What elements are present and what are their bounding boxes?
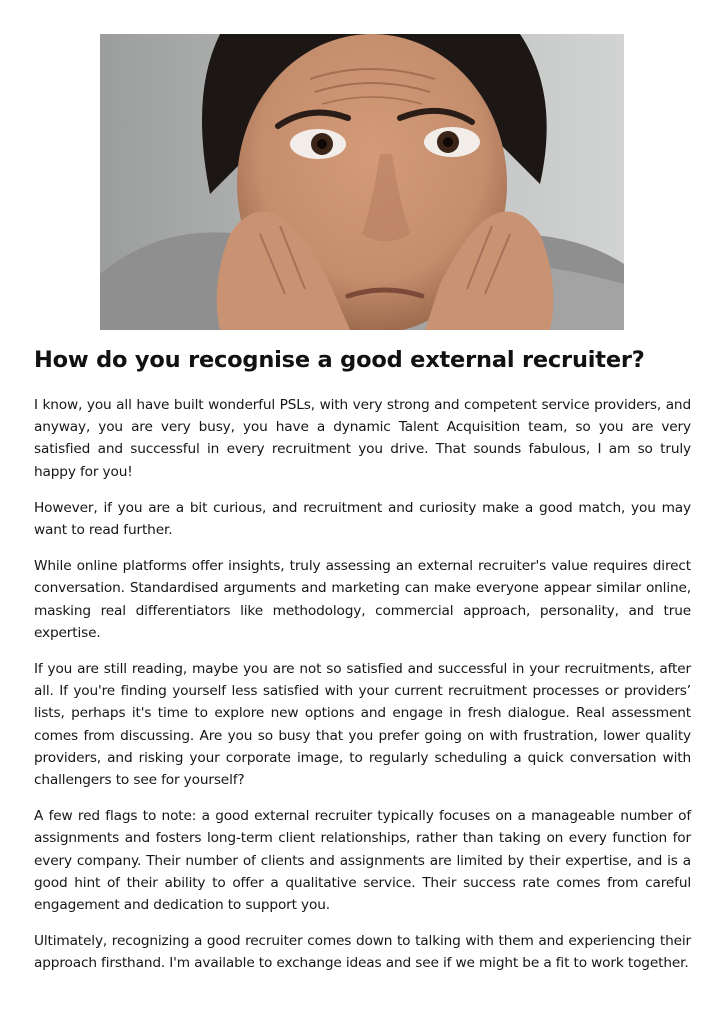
worried-woman-illustration	[100, 34, 624, 330]
article-paragraph-4: If you are still reading, maybe you are not so satisfied and successful in your recruitments, after all. If you're finding yourself less satisfied with your current recruitment processes or providers’ lists, perhaps it's time to explore new options and engage in fresh dialogue. Real assessment comes from discussing. Are you so busy that you prefer going on with frustration, lower quality providers, and risking your corporate image, to regularly scheduling a quick conversation with challengers to see for yourself?	[34, 661, 691, 789]
article-paragraph-5: A few red flags to note: a good external recruiter typically focuses on a manageable number of assignments and fosters long-term client relationships, rather than taking on every function for every company. Their number of clients and assignments are limited by their expertise, and is a good hint of their ability to offer a qualitative service. Their success rate comes from careful engagement and dedication to support you.	[34, 808, 691, 914]
article-paragraph-1: I know, you all have built wonderful PSLs, with very strong and competent service providers, and anyway, you are very busy, you have a dynamic Talent Acquisition team, so you are very satisfied and successful in every recruitment you drive. That sounds fabulous, I am so truly happy for you!	[34, 397, 691, 480]
article-title: How do you recognise a good external recruiter?	[34, 347, 645, 373]
article-paragraph-2: However, if you are a bit curious, and recruitment and curiosity make a good match, you may want to read further.	[34, 499, 691, 539]
article-paragraph-3: While online platforms offer insights, truly assessing an external recruiter's value requires direct conversation. Standardised arguments and marketing can make everyone appear similar online, masking real differentiators like methodology, commercial approach, personality, and true expertise.	[34, 558, 691, 641]
article	[34, 342, 691, 989]
article-paragraph-6: Ultimately, recognizing a good recruiter comes down to talking with them and experiencing their approach firsthand. I'm available to exchange ideas and see if we might be a fit to work together.	[34, 933, 691, 972]
hero-photo	[100, 34, 624, 330]
